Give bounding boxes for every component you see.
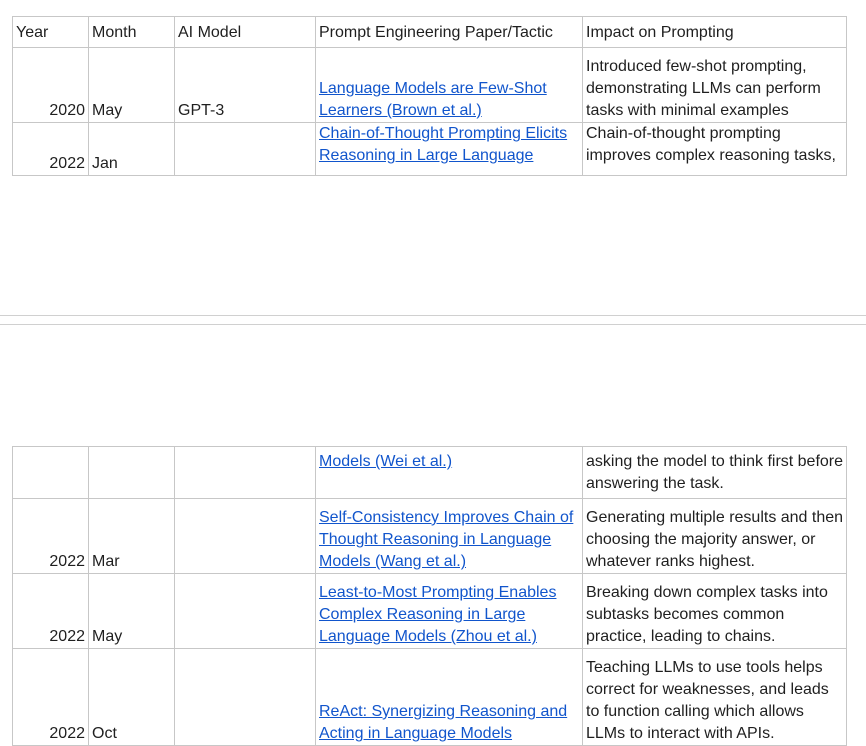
- cell-paper: [316, 123, 583, 176]
- cell-impact: Breaking down complex tasks into subtasks becomes common practice, leading to chains.: [583, 574, 847, 649]
- cell-impact: Teaching LLMs to use tools helps correct for weaknesses, and leads to function calling which allows LLMs to interact with APIs.: [583, 649, 847, 746]
- timeline-table-page-1: [12, 16, 847, 176]
- cell-model: [175, 499, 316, 574]
- table-row: [13, 123, 847, 176]
- cell-year: 2022: [13, 649, 89, 746]
- paper-link[interactable]: Chain-of-Thought Prompting Elicits Reasoning in Large Language: [319, 125, 568, 164]
- paper-link[interactable]: Least-to-Most Prompting Enables Complex Reasoning in Large Language Models (Zhou et al.): [319, 584, 557, 645]
- cell-month: Mar: [89, 499, 175, 574]
- cell-impact: Introduced few-shot prompting, demonstrating LLMs can perform tasks with minimal examples: [583, 48, 847, 123]
- cell-paper: [316, 447, 583, 499]
- cell-model: [175, 447, 316, 499]
- cell-month: [89, 447, 175, 499]
- cell-impact: [583, 447, 847, 499]
- table-row: [13, 48, 847, 123]
- cell-month: Oct: [89, 649, 175, 746]
- header-model: AI Model: [175, 17, 316, 48]
- paper-link[interactable]: Language Models are Few-Shot Learners (Brown et al.): [319, 80, 547, 119]
- cell-model: [175, 123, 316, 176]
- cell-paper: [316, 574, 583, 649]
- cell-year: 2022: [13, 499, 89, 574]
- cell-model: GPT-3: [175, 48, 316, 123]
- paper-link[interactable]: Models (Wei et al.): [319, 453, 453, 470]
- table-row: [13, 499, 847, 574]
- table-header-row: [13, 17, 847, 48]
- table-row: [13, 649, 847, 746]
- paper-link[interactable]: Self-Consistency Improves Chain of Thought Reasoning in Language Models (Wang et al.): [319, 509, 574, 570]
- paper-link[interactable]: ReAct: Synergizing Reasoning and Acting in Language Models: [319, 703, 568, 742]
- cell-model: [175, 649, 316, 746]
- header-paper: Prompt Engineering Paper/Tactic: [316, 17, 583, 48]
- impact-text: asking the model to think first before answering the task.: [586, 453, 844, 492]
- timeline-table-page-2: [12, 446, 847, 746]
- cell-paper: [316, 499, 583, 574]
- cell-paper: [316, 48, 583, 123]
- table-row: [13, 574, 847, 649]
- cell-year: 2022: [13, 123, 89, 176]
- table-row: [13, 447, 847, 499]
- cell-month: Jan: [89, 123, 175, 176]
- cell-year: 2020: [13, 48, 89, 123]
- cell-model: [175, 574, 316, 649]
- cell-year: 2022: [13, 574, 89, 649]
- cell-month: May: [89, 48, 175, 123]
- header-month: Month: [89, 17, 175, 48]
- cell-impact: Generating multiple results and then choosing the majority answer, or whatever ranks highest.: [583, 499, 847, 574]
- cell-month: May: [89, 574, 175, 649]
- header-impact: Impact on Prompting: [583, 17, 847, 48]
- cell-year: [13, 447, 89, 499]
- impact-text: Chain-of-thought prompting improves complex reasoning tasks,: [586, 125, 836, 164]
- page-break-divider: [0, 315, 866, 325]
- header-year: Year: [13, 17, 89, 48]
- cell-impact: [583, 123, 847, 176]
- cell-paper: [316, 649, 583, 746]
